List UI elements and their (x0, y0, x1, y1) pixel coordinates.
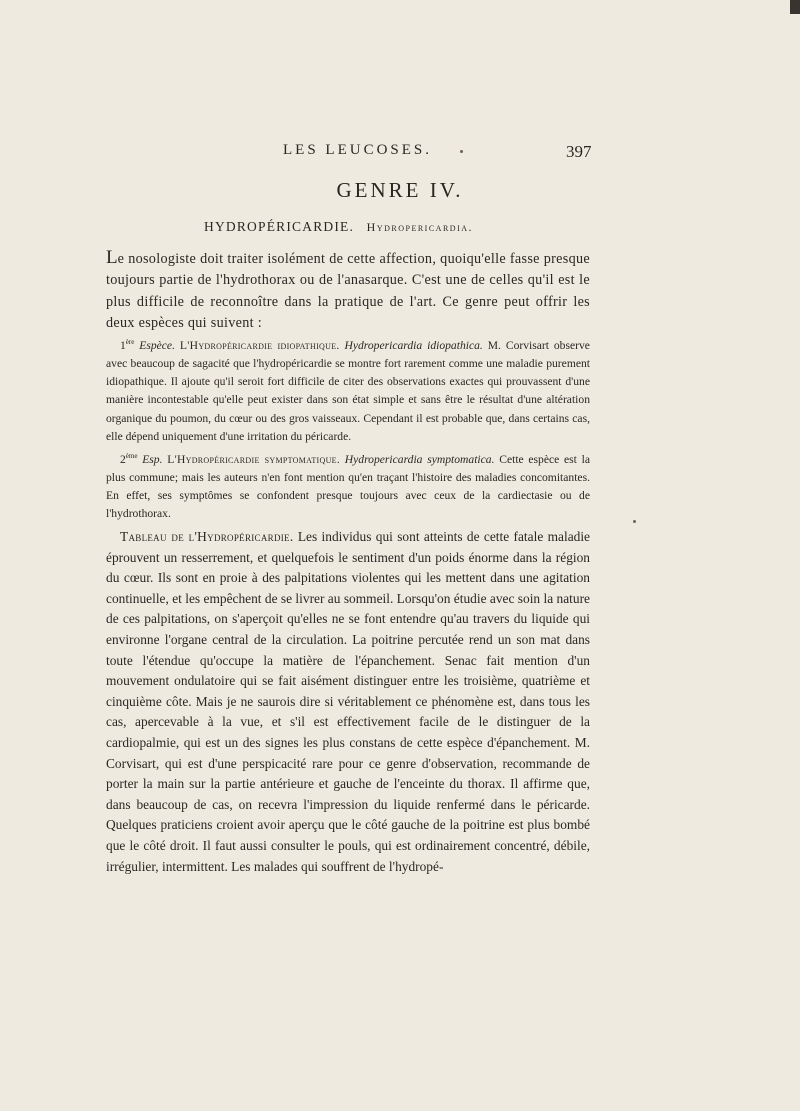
species-2-text: Cette espèce est la plus commune; mais les auteurs n'en font mention qu'en traçant l'histoire des maladies concomitantes. En effet, ses symptômes se confondent presque toujours avec ceux de la cardiectasie ou de l'hydrothorax. (106, 452, 590, 521)
running-head (0, 142, 800, 164)
paper-spot (460, 150, 463, 153)
genre-title: GENRE IV. (336, 178, 464, 202)
intro-dropcap: L (106, 247, 118, 268)
genre-name-french: HYDROPÉRICARDIE. (204, 219, 355, 234)
tableau-paragraph (106, 527, 590, 877)
genre-name-latin: Hydropericardia. (366, 220, 474, 234)
species-2-superscript: ème (125, 452, 138, 460)
species-1-latin: Hydropericardia idiopathica. (344, 338, 483, 352)
intro-paragraph (106, 247, 590, 334)
species-2-latin: Hydropericardia symptomatica. (344, 452, 495, 466)
page-corner-mark (790, 0, 800, 14)
species-1-name: L'Hydropéricardie idiopathique. (179, 338, 340, 352)
intro-text: e nosologiste doit traiter isolément de cette affection, quoiqu'elle fasse presque toujours partie de l'hydrothorax ou de l'anasarque. C'est une de celles qu'il est le plus difficile de reconnoître dans la pratique de l'art. Ce genre peut offrir les deux espèces qui suivent : (106, 251, 590, 331)
genre-heading (56, 178, 744, 203)
page-number: 397 (566, 142, 592, 161)
species-2-number: 2 (120, 452, 126, 466)
species-1-paragraph (106, 333, 590, 446)
tableau-text: Les individus qui sont atteints de cette fatale maladie éprouvent un resserrement, et quelquefois le sentiment d'un poids énorme dans la région du cœur. Ils sont en proie à des palpitations violentes qui les mettent dans une agitation continuelle, et les empêchent de se livrer au sommeil. Lorsqu'on étudie avec soin la nature de ces palpitations, on s'aperçoit qu'elles ne se font entendre qu'au travers du liquide qui environne l'organe central de la circulation. La poitrine percutée rend un son mat dans toute l'étendue qu'occupe la matière de l'épanchement. Senac fait mention d'un mouvement ondulatoire qui se fait aisément distinguer entre les troisième, quatrième et cinquième côte. Mais je ne saurois dire si véritablement ce phénomène est, dans tous les cas, apercevable à la vue, et s'il est effectivement facile de le distinguer de la cardiopalmie, qui est un des signes les plus constans de cette espèce d'épanchement. M. Corvisart, qui est d'une perspicacité rare pour ce genre d'observation, recommande de porter la main sur la partie antérieure et gauche de l'enceinte du thorax. Il affirme que, dans beaucoup de cas, on recevra l'impression du liquide renfermé dans le péricarde. Quelques praticiens croient avoir aperçu que le côté gauche de la poitrine est plus bombé que le côté droit. Il faut aussi consulter le pouls, qui est ordinairement concentré, débile, irrégulier, intermittent. Les malades qui souffrent de l'hydropé- (106, 529, 590, 874)
running-title: LES LEUCOSES. (283, 142, 433, 158)
species-1-label: Espèce. (139, 338, 175, 352)
paper-spot (633, 520, 636, 523)
species-1-superscript: ère (125, 338, 135, 346)
tableau-label: Tableau de l'Hydropéricardie. (120, 529, 294, 544)
species-2-label: Esp. (142, 452, 163, 466)
species-2-name: L'Hydropéricardie symptomatique. (167, 452, 341, 466)
species-1-text: M. Corvisart observe avec beaucoup de sagacité que l'hydropéricardie se montre fort rarement comme une maladie purement idiopathique. Il ajoute qu'il seroit fort difficile de citer des observations exactes qui prouvassent d'une manière incontestable qu'elle peut exister dans son état simple et sans être le résultat d'une altération organique du poumon, du cœur ou des gros vaisseaux. Cependant il est probable que, dans certains cas, elle dépend uniquement d'une irritation du péricarde. (106, 338, 590, 443)
species-2-paragraph (106, 447, 590, 524)
species-1-number: 1 (120, 338, 126, 352)
genre-subtitle (204, 219, 473, 235)
